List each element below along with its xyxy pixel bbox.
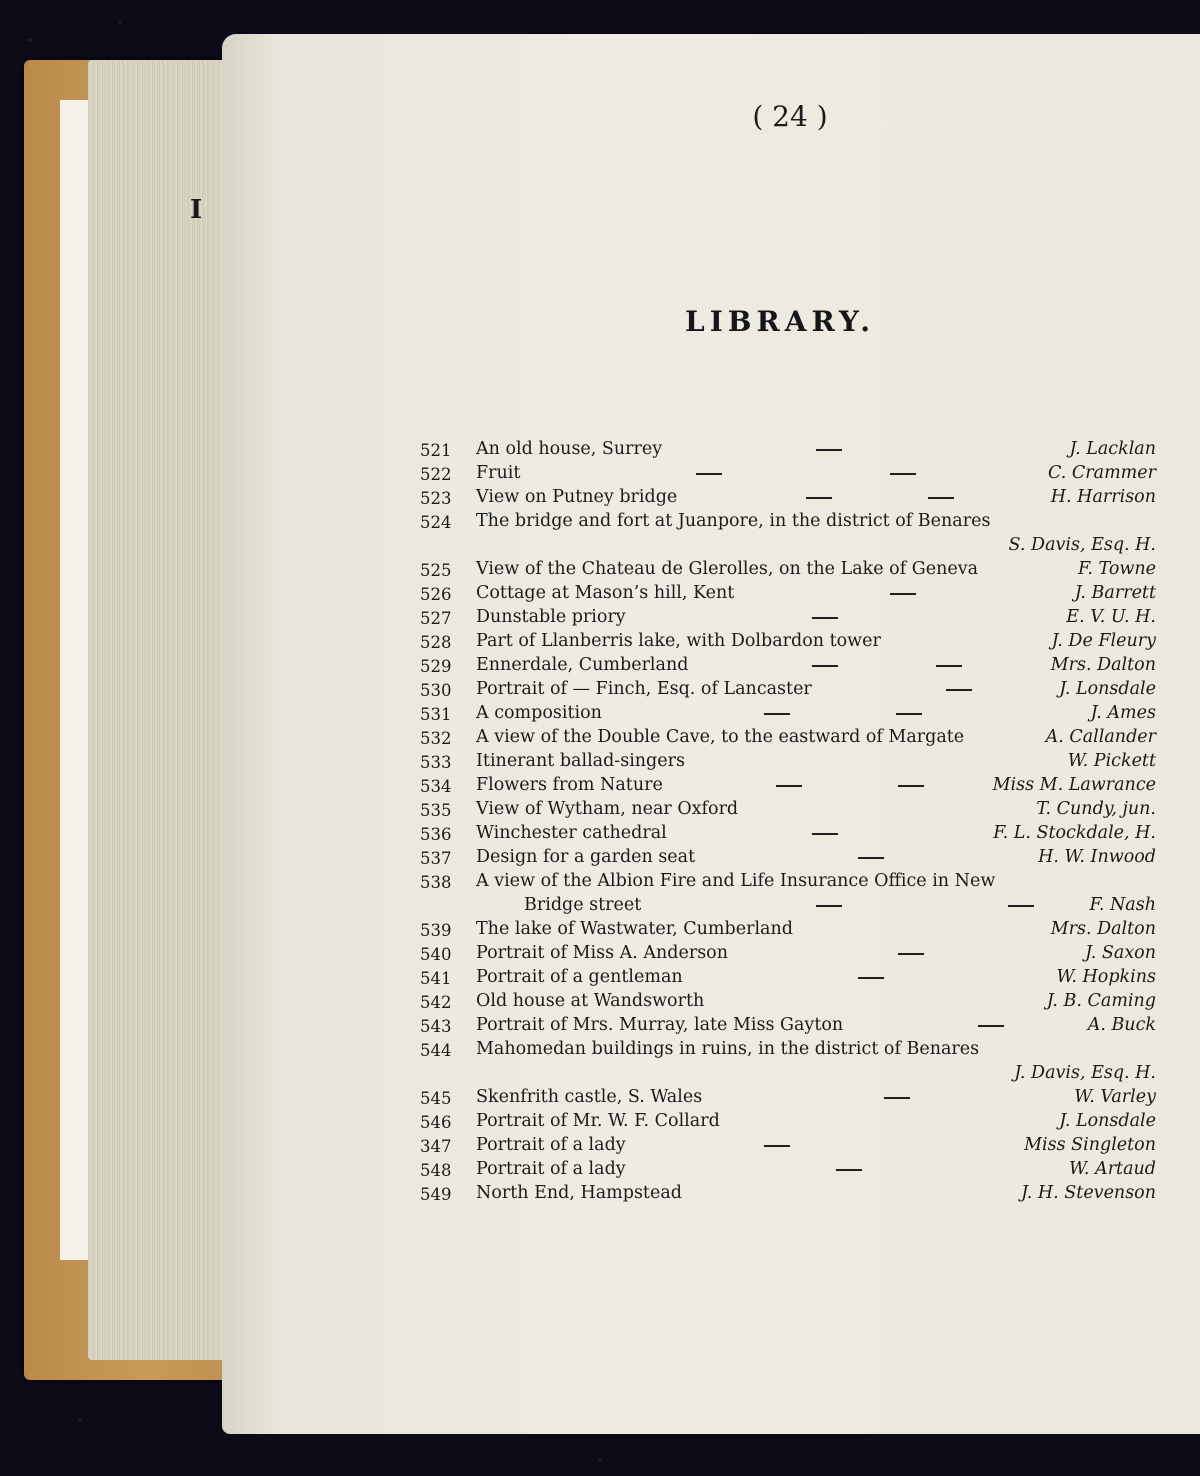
entry-title-continued: Bridge street	[524, 895, 642, 915]
entry-number: 527	[420, 609, 452, 628]
entry-artist: J. Ames	[1090, 703, 1156, 723]
entry-title: Portrait of — Finch, Esq. of Lancaster	[476, 679, 812, 699]
entry-artist: W. Varley	[1074, 1087, 1156, 1107]
list-item	[420, 677, 1160, 701]
entry-artist: J. Barrett	[1074, 583, 1156, 603]
entry-number: 528	[420, 633, 452, 652]
entry-number: 541	[420, 969, 452, 988]
entry-artist: W. Artaud	[1069, 1159, 1156, 1179]
entry-artist: A. Buck	[1087, 1015, 1156, 1035]
section-title: LIBRARY.	[685, 305, 875, 338]
list-item	[420, 437, 1160, 461]
entry-artist: J. Lacklan	[1069, 439, 1156, 459]
entry-number: 543	[420, 1017, 452, 1036]
entry-artist: J. Lonsdale	[1059, 679, 1156, 699]
list-item	[420, 869, 1160, 917]
page-edges	[88, 60, 238, 1360]
entry-artist: F. L. Stockdale, H.	[993, 823, 1156, 843]
entry-title: Winchester cathedral	[476, 823, 667, 843]
entry-title: Portrait of a gentleman	[476, 967, 683, 987]
entry-title: Design for a garden seat	[476, 847, 696, 867]
entry-number: 536	[420, 825, 452, 844]
list-item	[420, 1109, 1160, 1133]
entry-number: 538	[420, 873, 452, 892]
entry-number: 545	[420, 1089, 452, 1108]
entry-title: Portrait of a lady	[476, 1159, 626, 1179]
entry-artist: Mrs. Dalton	[1050, 655, 1156, 675]
list-item	[420, 845, 1160, 869]
entry-number: 525	[420, 561, 452, 580]
entry-number: 540	[420, 945, 452, 964]
entry-title: The bridge and fort at Juanpore, in the district of Benares	[476, 511, 991, 531]
entry-artist: E. V. U. H.	[1066, 607, 1156, 627]
gutter-mark: I	[190, 195, 207, 225]
entry-title: Fruit	[476, 463, 521, 483]
entry-title: Part of Llanberris lake, with Dolbardon tower	[476, 631, 881, 651]
list-item	[420, 509, 1160, 557]
list-item	[420, 821, 1160, 845]
list-item	[420, 557, 1160, 581]
entry-number: 529	[420, 657, 452, 676]
entry-title: Itinerant ballad-singers	[476, 751, 685, 771]
list-item	[420, 941, 1160, 965]
list-item	[420, 1181, 1160, 1205]
entry-number: 524	[420, 513, 452, 532]
entry-number: 530	[420, 681, 452, 700]
list-item	[420, 485, 1160, 509]
list-item	[420, 461, 1160, 485]
entry-artist: Miss Singleton	[1024, 1135, 1156, 1155]
list-item	[420, 653, 1160, 677]
entry-number: 521	[420, 441, 452, 460]
entry-title: Ennerdale, Cumberland	[476, 655, 689, 675]
entry-number: 546	[420, 1113, 452, 1132]
entry-artist: F. Nash	[1089, 895, 1156, 915]
entry-artist: H. W. Inwood	[1038, 847, 1156, 867]
entry-title: Flowers from Nature	[476, 775, 663, 795]
entry-number: 549	[420, 1185, 452, 1204]
list-item	[420, 1133, 1160, 1157]
entry-title: View of Wytham, near Oxford	[476, 799, 739, 819]
list-item	[420, 1013, 1160, 1037]
list-item	[420, 917, 1160, 941]
list-item	[420, 629, 1160, 653]
entry-artist: A. Callander	[1045, 727, 1156, 747]
list-item	[420, 701, 1160, 725]
entry-number: 537	[420, 849, 452, 868]
entry-title: A view of the Double Cave, to the eastward of Margate	[476, 727, 965, 747]
entry-title: Dunstable priory	[476, 607, 626, 627]
entry-title: A view of the Albion Fire and Life Insurance Office in New	[476, 871, 996, 891]
list-item	[420, 725, 1160, 749]
catalogue-list	[420, 437, 1160, 1205]
entry-number: 548	[420, 1161, 452, 1180]
page-number: ( 24 )	[752, 100, 828, 133]
list-item	[420, 965, 1160, 989]
list-item	[420, 1085, 1160, 1109]
entry-title: Old house at Wandsworth	[476, 991, 705, 1011]
entry-artist: J. De Fleury	[1051, 631, 1156, 651]
list-item	[420, 797, 1160, 821]
entry-artist: Mrs. Dalton	[1050, 919, 1156, 939]
entry-artist: W. Hopkins	[1056, 967, 1156, 987]
entry-title: Portrait of Miss A. Anderson	[476, 943, 728, 963]
list-item	[420, 989, 1160, 1013]
entry-title: The lake of Wastwater, Cumberland	[476, 919, 793, 939]
entry-artist: W. Pickett	[1067, 751, 1156, 771]
list-item	[420, 1157, 1160, 1181]
entry-number: 526	[420, 585, 452, 604]
entry-number: 522	[420, 465, 452, 484]
entry-number: 542	[420, 993, 452, 1012]
entry-number: 534	[420, 777, 452, 796]
entry-artist: J. H. Stevenson	[1021, 1183, 1156, 1203]
entry-number: 544	[420, 1041, 452, 1060]
entry-number: 533	[420, 753, 452, 772]
entry-artist: C. Crammer	[1048, 463, 1156, 483]
entry-title: View of the Chateau de Glerolles, on the Lake of Geneva	[476, 559, 979, 579]
entry-title: Skenfrith castle, S. Wales	[476, 1087, 703, 1107]
entry-artist: F. Towne	[1078, 559, 1156, 579]
entry-title: Cottage at Mason’s hill, Kent	[476, 583, 735, 603]
entry-artist: S. Davis, Esq. H.	[1008, 535, 1156, 555]
entry-artist: J. Davis, Esq. H.	[1014, 1063, 1156, 1083]
entry-artist: Miss M. Lawrance	[992, 775, 1156, 795]
entry-number: 532	[420, 729, 452, 748]
list-item	[420, 749, 1160, 773]
entry-title: A composition	[476, 703, 602, 723]
entry-title: Portrait of Mr. W. F. Collard	[476, 1111, 720, 1131]
entry-title: View on Putney bridge	[476, 487, 678, 507]
entry-number: 523	[420, 489, 452, 508]
entry-number: 531	[420, 705, 452, 724]
list-item	[420, 773, 1160, 797]
list-item	[420, 605, 1160, 629]
entry-title: Portrait of a lady	[476, 1135, 626, 1155]
entry-title: Mahomedan buildings in ruins, in the district of Benares	[476, 1039, 980, 1059]
entry-artist: T. Cundy, jun.	[1036, 799, 1156, 819]
entry-artist: H. Harrison	[1050, 487, 1156, 507]
endpaper	[60, 100, 90, 1260]
entry-number: 535	[420, 801, 452, 820]
entry-number: 347	[420, 1137, 452, 1156]
entry-artist: J. B. Caming	[1046, 991, 1156, 1011]
entry-number: 539	[420, 921, 452, 940]
list-item	[420, 1037, 1160, 1085]
list-item	[420, 581, 1160, 605]
entry-artist: J. Lonsdale	[1059, 1111, 1156, 1131]
entry-title: Portrait of Mrs. Murray, late Miss Gayton	[476, 1015, 844, 1035]
entry-title: An old house, Surrey	[476, 439, 663, 459]
entry-artist: J. Saxon	[1085, 943, 1156, 963]
entry-title: North End, Hampstead	[476, 1183, 682, 1203]
